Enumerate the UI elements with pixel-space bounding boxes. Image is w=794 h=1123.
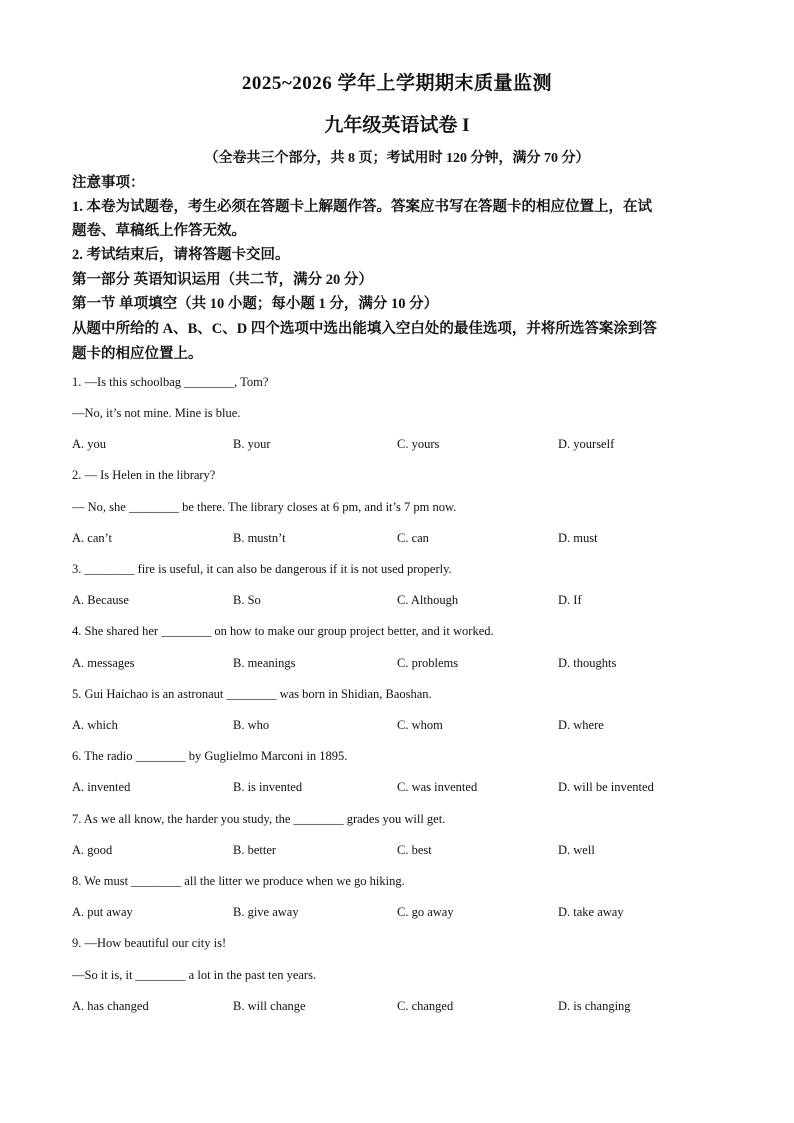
- option-a: A. messages: [72, 656, 135, 670]
- notes-item-2: 2. 考试结束后，请将答题卡交回。: [72, 247, 290, 263]
- option-d: D. thoughts: [558, 656, 617, 670]
- option-d: D. must: [558, 531, 598, 545]
- section-one-heading: 第一节 单项填空（共 10 小题；每小题 1 分，满分 10 分）: [72, 296, 439, 312]
- option-b: B. So: [233, 593, 261, 607]
- option-b: B. will change: [233, 999, 306, 1013]
- notes-item-1-line-1: 1. 本卷为试题卷，考生必须在答题卡上解题作答。答案应书写在答题卡的相应位置上，在试: [72, 199, 652, 215]
- option-d: D. where: [558, 718, 604, 732]
- option-b: B. give away: [233, 905, 299, 919]
- option-a: A. has changed: [72, 999, 149, 1013]
- option-a: A. which: [72, 718, 118, 732]
- question-3-line-1: 3. ________ fire is useful, it can also be dangerous if it is not used properly.: [72, 562, 452, 576]
- question-5-line-1: 5. Gui Haichao is an astronaut ________ was born in Shidian, Baoshan.: [72, 687, 432, 701]
- exam-subtitle: 九年级英语试卷 I: [324, 115, 470, 136]
- option-c: C. changed: [397, 999, 454, 1013]
- question-3-options: [72, 592, 732, 608]
- question-6-line-1: 6. The radio ________ by Guglielmo Marconi in 1895.: [72, 749, 348, 763]
- instruction-line-2: 题卡的相应位置上。: [72, 346, 203, 362]
- option-b: B. your: [233, 437, 271, 451]
- option-b: B. mustn’t: [233, 531, 286, 545]
- option-c: C. whom: [397, 718, 443, 732]
- question-1-options: [72, 436, 732, 452]
- question-9-options: [72, 998, 732, 1014]
- question-7-options: [72, 842, 732, 858]
- question-1-line-2: —No, it’s not mine. Mine is blue.: [72, 406, 241, 420]
- question-2-line-2: — No, she ________ be there. The library closes at 6 pm, and it’s 7 pm now.: [72, 500, 457, 514]
- option-d: D. If: [558, 593, 582, 607]
- option-c: C. was invented: [397, 780, 478, 794]
- question-5-options: [72, 717, 732, 733]
- question-2-options: [72, 530, 732, 546]
- question-9-line-2: —So it is, it ________ a lot in the past ten years.: [72, 968, 317, 982]
- question-4-options: [72, 655, 732, 671]
- option-a: A. put away: [72, 905, 133, 919]
- part-one-heading: 第一部分 英语知识运用（共二节，满分 20 分）: [72, 272, 373, 288]
- option-c: C. Although: [397, 593, 459, 607]
- option-a: A. invented: [72, 780, 131, 794]
- option-a: A. good: [72, 843, 113, 857]
- option-d: D. take away: [558, 905, 624, 919]
- option-b: B. meanings: [233, 656, 296, 670]
- question-8-options: [72, 904, 732, 920]
- option-b: B. better: [233, 843, 277, 857]
- question-1-line-1: 1. —Is this schoolbag ________, Tom?: [72, 375, 269, 389]
- exam-info: （全卷共三个部分，共 8 页；考试用时 120 分钟，满分 70 分）: [204, 151, 590, 166]
- question-9-line-1: 9. —How beautiful our city is!: [72, 936, 227, 950]
- option-d: D. will be invented: [558, 780, 654, 794]
- option-c: C. can: [397, 531, 429, 545]
- option-c: C. problems: [397, 656, 459, 670]
- option-a: A. Because: [72, 593, 129, 607]
- question-6-options: [72, 779, 732, 795]
- question-7-line-1: 7. As we all know, the harder you study, the ________ grades you will get.: [72, 812, 446, 826]
- question-2-line-1: 2. — Is Helen in the library?: [72, 468, 216, 482]
- question-4-line-1: 4. She shared her ________ on how to make our group project better, and it worked.: [72, 624, 494, 638]
- instruction-line-1: 从题中所给的 A、B、C、D 四个选项中选出能填入空白处的最佳选项，并将所选答案涂到答: [72, 321, 657, 337]
- option-b: B. is invented: [233, 780, 303, 794]
- exam-title: 2025~2026 学年上学期期末质量监测: [241, 73, 553, 94]
- option-c: C. go away: [397, 905, 454, 919]
- question-8-line-1: 8. We must ________ all the litter we produce when we go hiking.: [72, 874, 405, 888]
- option-c: C. best: [397, 843, 432, 857]
- option-c: C. yours: [397, 437, 440, 451]
- notes-item-1-line-2: 题卷、草稿纸上作答无效。: [72, 223, 246, 239]
- notes-heading: 注意事项：: [72, 175, 145, 191]
- option-d: D. yourself: [558, 437, 615, 451]
- option-a: A. you: [72, 437, 107, 451]
- option-b: B. who: [233, 718, 270, 732]
- option-d: D. well: [558, 843, 595, 857]
- option-a: A. can’t: [72, 531, 113, 545]
- option-d: D. is changing: [558, 999, 631, 1013]
